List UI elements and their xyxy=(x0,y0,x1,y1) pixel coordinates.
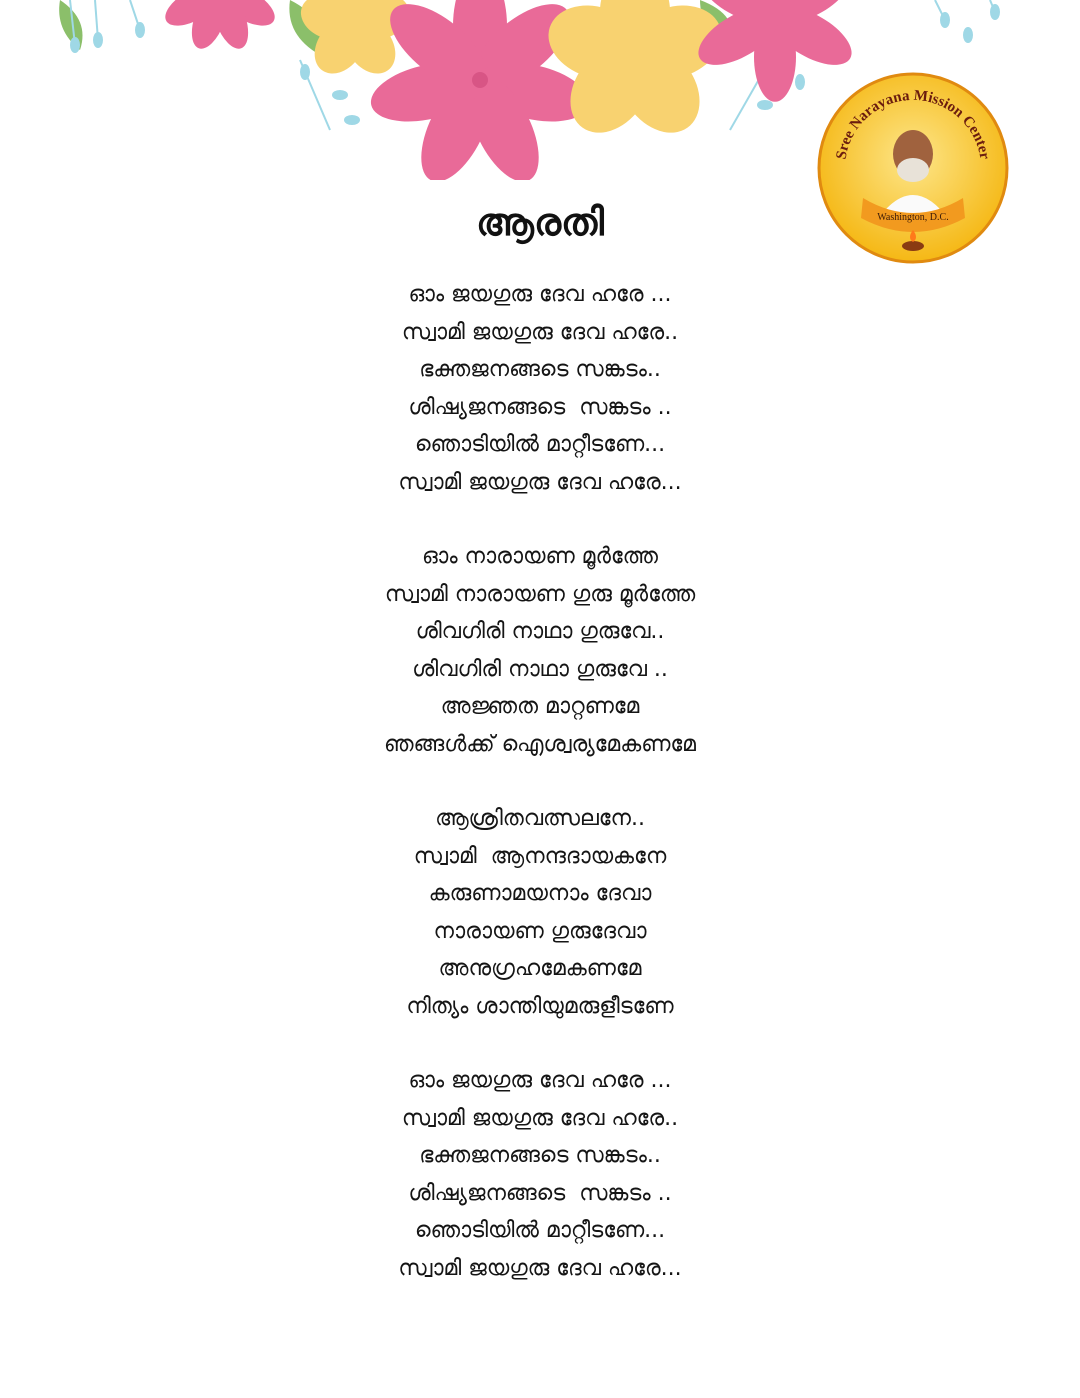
verse-line: ഞൊടിയിൽ മാറ്റീടണേ... xyxy=(414,1218,666,1243)
pink-flower-icon xyxy=(159,0,281,53)
verse-line: അനുഗ്രഹമേകണമേ xyxy=(438,956,642,981)
verse-line: ഓം ജയഗുരു ദേവ ഹരേ ... xyxy=(408,282,672,307)
verse-line: ആശ്രിതവത്സലനേ.. xyxy=(435,806,645,831)
stanza-1 xyxy=(0,276,1080,501)
yellow-flower-icon xyxy=(539,0,731,148)
verse-line: നിത്യം ശാന്തിയുമരുളീടണേ xyxy=(406,993,674,1019)
stanza-2 xyxy=(0,538,1080,763)
verse-line: സ്വാമി ജയഗുരു ദേവ ഹരേ.. xyxy=(401,319,679,345)
verse-line: ശിഷ്യജനങ്ങടെ സങ്കടം .. xyxy=(408,394,672,420)
verse-line: ശിഷ്യജനങ്ങടെ സങ്കടം .. xyxy=(408,1180,672,1206)
verse-line: ഞൊടിയിൽ മാറ്റീടണേ... xyxy=(414,432,666,457)
verse-line: സ്വാമി ജയഗുരു ദേവ ഹരേ... xyxy=(398,469,682,495)
verse-line: കരുണാമയനാം ദേവാ xyxy=(428,881,652,906)
verse-line: സ്വാമി നാരായണ ഗുരു മൂർത്തേ xyxy=(384,581,696,607)
verse-line: ഭക്തജനങ്ങടെ സങ്കടം.. xyxy=(419,357,661,382)
verse-line: നാരായണ ഗുരുദേവാ xyxy=(433,918,647,944)
verse-line: ഭക്തജനങ്ങടെ സങ്കടം.. xyxy=(419,1143,661,1168)
logo-location: Washington, D.C. xyxy=(877,212,949,223)
verse-line: സ്വാമി ജയഗുരു ദേവ ഹരേ... xyxy=(398,1255,682,1281)
page-title: ആരതി xyxy=(475,200,605,244)
verse-line: സ്വാമി ആനന്ദദായകനേ xyxy=(413,843,667,869)
verse-line: ശിവഗിരി നാഥാ ഗുരുവേ .. xyxy=(412,656,668,682)
verse-line: ഞങ്ങൾക്ക് ഐശ്വര്യമേകണമേ xyxy=(384,731,696,757)
verse-line: ഓം നാരായണ മൂർത്തേ xyxy=(422,544,658,569)
verse-line: സ്വാമി ജയഗുരു ദേവ ഹരേ.. xyxy=(401,1105,679,1131)
stanza-3 xyxy=(0,800,1080,1025)
verse-line: ഓം ജയഗുരു ദേവ ഹരേ ... xyxy=(408,1068,672,1093)
logo-ring-text: Sree Narayana Mission Center xyxy=(833,87,993,161)
stanza-4 xyxy=(0,1062,1080,1287)
verse-line: ശിവഗിരി നാഥാ ഗുരുവേ.. xyxy=(415,619,665,644)
verses xyxy=(0,276,1080,1324)
verse-line: അജ്ഞത മാറ്റണമേ xyxy=(440,694,640,719)
